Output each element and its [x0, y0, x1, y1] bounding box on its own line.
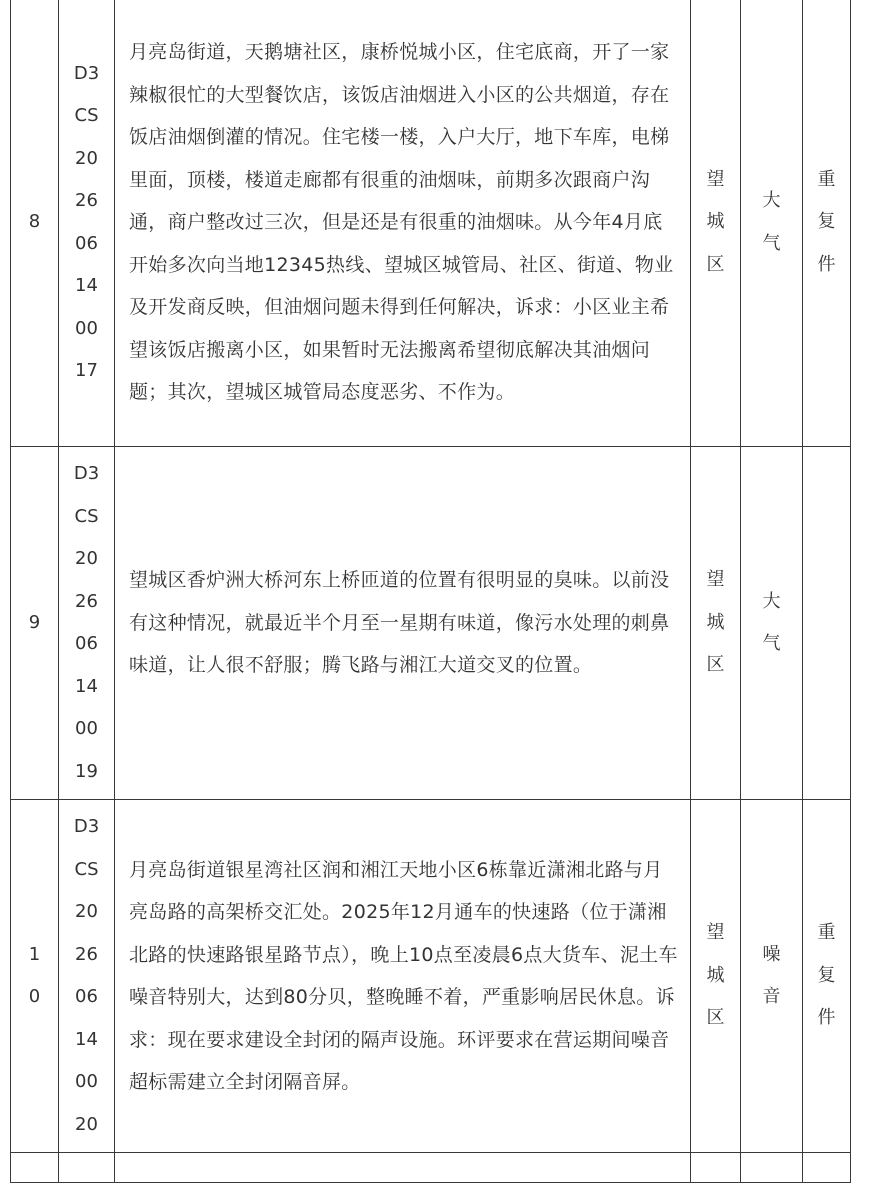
- area-segment: 区: [706, 253, 725, 275]
- table-row: [11, 447, 851, 800]
- area-segment: 区: [706, 1007, 725, 1029]
- note-segment: 重: [817, 168, 836, 190]
- description-cell: 月亮岛街道银星湾社区润和湘江天地小区6栋靠近潇湘北路与月亮岛路的高架桥交汇处。2025年12月通车的快速路（位于潇湘北路的快速路银星路节点），晚上10点至凌晨6点大货车、泥土车噪音特别大，达到80分贝，整晚睡不着，严重影响居民休息。诉求：现在要求建设全封闭的隔声设施。环评要求在营运期间噪音超标需建立全封闭隔音屏。: [115, 800, 691, 1153]
- id-parts-segment: 20: [75, 901, 98, 922]
- area-segment: 望: [706, 168, 725, 190]
- district-cell: [691, 0, 741, 447]
- remark-cell: [803, 0, 851, 447]
- case-id-cell: [59, 800, 115, 1153]
- id-parts-segment: 19: [75, 760, 98, 782]
- table-row-partial: [11, 1153, 851, 1183]
- case-id-cell: [59, 0, 115, 447]
- no-chars-segment: 1: [28, 943, 41, 965]
- empty-cell: [59, 1153, 115, 1183]
- note-segment: 复: [817, 964, 836, 986]
- type-segment: 大: [762, 590, 781, 612]
- type-segment: 气: [762, 232, 781, 254]
- empty-cell: [691, 1153, 741, 1183]
- complaint-table: [10, 0, 851, 1183]
- empty-cell: [11, 1153, 59, 1183]
- description-cell: 月亮岛街道，天鹅塘社区，康桥悦城小区，住宅底商，开了一家辣椒很忙的大型餐饮店，该饭店油烟进入小区的公共烟道，存在饭店油烟倒灌的情况。住宅楼一楼，入户大厅，地下车库，电梯里面，顶楼，楼道走廊都有很重的油烟味，前期多次跟商户沟通，商户整改过三次，但是还是有很重的油烟味。从今年4月底开始多次向当地12345热线、望城区城管局、社区、街道、物业及开发商反映，但油烟问题未得到任何解决，诉求：小区业主希望该饭店搬离小区，如果暂时无法搬离希望彻底解决其油烟问题；其次，望城区城管局态度恶劣、不作为。: [115, 0, 691, 447]
- area-segment: 城: [706, 964, 725, 986]
- table-row: [11, 0, 851, 447]
- id-parts-segment: 06: [75, 986, 98, 1007]
- case-id-cell: [59, 447, 115, 800]
- remark-cell: [803, 800, 851, 1153]
- id-parts-segment: 14: [75, 675, 98, 697]
- id-parts-segment: 06: [75, 633, 98, 654]
- pollution-type-cell: [741, 800, 803, 1153]
- id-parts-segment: 06: [75, 232, 98, 254]
- id-parts-segment: 26: [75, 943, 98, 965]
- row-number-cell: [11, 800, 59, 1153]
- note-segment: 件: [817, 253, 836, 275]
- no-chars-segment: 9: [28, 611, 41, 633]
- empty-cell: [115, 1153, 691, 1183]
- id-parts-segment: 26: [75, 590, 98, 612]
- id-parts-segment: 20: [75, 548, 98, 569]
- id-parts-segment: D3: [73, 62, 100, 84]
- note-segment: 重: [817, 922, 836, 944]
- area-segment: 区: [706, 654, 725, 676]
- area-segment: 城: [706, 611, 725, 633]
- area-segment: 望: [706, 569, 725, 591]
- id-parts-segment: 20: [75, 1113, 98, 1135]
- id-parts-segment: CS: [74, 105, 99, 126]
- id-parts-segment: 00: [75, 317, 98, 339]
- no-chars-segment: 0: [28, 986, 41, 1007]
- district-cell: [691, 800, 741, 1153]
- pollution-type-cell: [741, 447, 803, 800]
- id-parts-segment: CS: [74, 505, 99, 527]
- id-parts-segment: 17: [75, 360, 98, 381]
- id-parts-segment: 20: [75, 147, 98, 169]
- type-segment: 大: [762, 190, 781, 211]
- note-segment: 复: [817, 211, 836, 233]
- id-parts-segment: 14: [75, 275, 98, 296]
- remark-cell: [803, 447, 851, 800]
- row-number-cell: [11, 0, 59, 447]
- id-parts-segment: D3: [73, 816, 100, 837]
- id-parts-segment: 26: [75, 190, 98, 211]
- id-parts-segment: 00: [75, 718, 98, 739]
- id-parts-segment: 00: [75, 1071, 98, 1092]
- area-segment: 城: [706, 211, 725, 233]
- id-parts-segment: 14: [75, 1028, 98, 1050]
- id-parts-segment: CS: [74, 858, 99, 880]
- type-segment: 噪: [762, 943, 781, 965]
- description-cell: 望城区香炉洲大桥河东上桥匝道的位置有很明显的臭味。以前没有这种情况，就最近半个月至一星期有味道，像污水处理的刺鼻味道，让人很不舒服；腾飞路与湘江大道交叉的位置。: [115, 447, 691, 800]
- area-segment: 望: [706, 922, 725, 944]
- type-segment: 气: [762, 633, 781, 654]
- empty-cell: [741, 1153, 803, 1183]
- pollution-type-cell: [741, 0, 803, 447]
- empty-cell: [803, 1153, 851, 1183]
- type-segment: 音: [762, 986, 781, 1007]
- id-parts-segment: D3: [73, 463, 100, 484]
- district-cell: [691, 447, 741, 800]
- table-row: [11, 800, 851, 1153]
- no-chars-segment: 8: [28, 211, 41, 233]
- note-segment: 件: [817, 1007, 836, 1029]
- row-number-cell: [11, 447, 59, 800]
